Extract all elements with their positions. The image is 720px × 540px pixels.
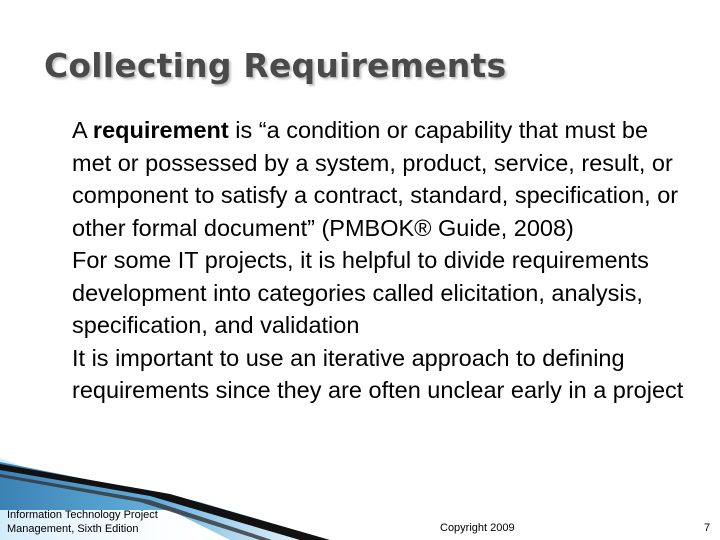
bullet-item-requirement-definition (72, 114, 692, 244)
footer-copyright: Copyright 2009 (440, 522, 515, 534)
bullet-text-pre: It is important to use an iterative approach to defining requirements since they are often unclear early in a project (72, 344, 684, 403)
slide-title: Collecting Requirements (44, 46, 507, 85)
bullet-item-categories (72, 244, 692, 342)
bullet-text (72, 117, 678, 241)
footer-page-number: 7 (704, 522, 711, 534)
bullet-text (72, 345, 683, 404)
footer-course-title-line1: Information Technology Project (7, 509, 158, 521)
bullet-item-iterative-approach (72, 342, 692, 407)
footer-course-title (7, 508, 187, 536)
bullet-text-pre: A (72, 117, 93, 143)
footer-course-title-line2: Management, Sixth Edition (7, 523, 139, 535)
bullet-text-pre: For some IT projects, it is helpful to divide requirements development into categories called elicitation, analysis, specification, and validation (72, 247, 649, 338)
bullet-text-post: is “a condition or capability that must be met or possessed by a system, product, service, result, or component to satisfy a contract, standard, specification, or other formal document” (PMBOK® Guide, 2008) (72, 117, 679, 241)
bullet-text (72, 247, 649, 338)
bullet-text-bold: requirement (92, 117, 229, 143)
bullet-list (72, 114, 692, 407)
